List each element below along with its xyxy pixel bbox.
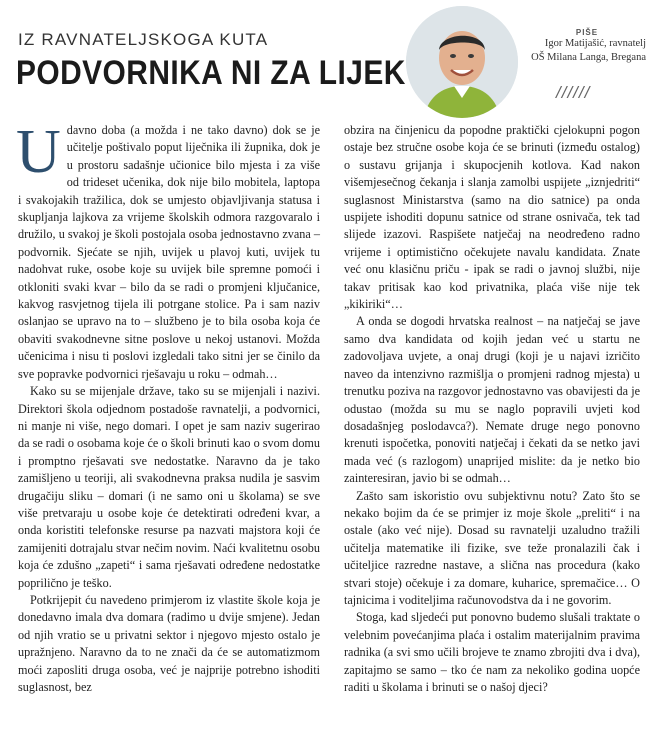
paragraph-text: davno doba (a možda i ne tako davno) dok se je učitelje poštivalo poput liječnika ili župnika, dok je u prostoru sadašnje učionice bilo mjesta i za više od trideset učenika, dok nije bilo mobitela, laptopa i svakojakih tražilica, dok se umjesto objavljivanja statusa i skupljanja lajkova za vrijeme školskih odmora razgovaralo i družilo, u svakoj je školi postojala osoba jednostavno zvana – podvornik. Sjećate se njih, uvijek u plavoj kuti, uvijek tu nadohvat ruke, osobe koje su uvijek bile spremne pomoći i otkloniti svaki kvar – bilo da se radi o promjeni ključanice, kakvog rasvjetnog tijela ili potrgane stolice. Pa i sam naziv oslanjao se upravo na to – službeno je to bila osoba koja će obaviti svakodnevne sitne poslove u nekoj ustanovi. Možda učenicima i nisu ti poslovi izgledali tako sitni jer se činilo da sve popravke podvornici rješavaju u roku – odmah… bbox=[18, 123, 320, 381]
section-kicker: IZ RAVNATELJSKOGA KUTA bbox=[18, 30, 269, 49]
author-label: PIŠE bbox=[575, 28, 599, 37]
author-name: Igor Matijašić, ravnatelj bbox=[544, 38, 646, 49]
author-school: OŠ Milana Langa, Bregana bbox=[531, 52, 646, 63]
article-paragraph: Zašto sam iskoristio ovu subjektivnu notu? Zato što se nekako bojim da će se primjer iz moje škole „preliti“ i na ostale (ako već nije). Dosad su ravnatelji uzaludno tražili učitelja matematike ili fizike, sve teže pronalazili čak i učiteljice razredne nastave, a slična nas procedura (kako stvari stoje) očekuje i za domare, kuharice, spremačice… O tajnicima i voditeljima računovodstva da i ne govorim. bbox=[344, 488, 640, 607]
article-paragraph: Potkrijepit ću navedeno primjerom iz vlastite škole koja je donedavno imala dva domara (radimo u dvije smjene). Jedan od njih vratio se u privatni sektor i njegovo mjesto ostalo je upražnjeno. Naravno da to ne znači da će se automatizmom moći zaposliti druga osoba, već je najprije potrebno ishoditi suglasnost, bez bbox=[18, 592, 320, 694]
article-paragraph: A onda se dogodi hrvatska realnost – na natječaj se jave samo dva kandidata od kojih jedan već u startu ne zadovoljava uvjete, a onaj drugi (koji je u najavi izričito naveo da intenzivno razmišlja o promjeni radnog mjesta) u trenutku poziva na razgovor jednostavno vas obavijesti da je odustao (možda su mu se naglo popravili uvjeti kod dosadašnjeg poslodavca?). Nemate druge nego ponovno krenuti ispočetka, ponoviti natječaj i čekati da se netko javi mada već (s razlogom) unaprijed mislite: da je netko bio zainteresiran, javio bi se odmah… bbox=[344, 314, 640, 486]
decorative-slashes: ////// bbox=[556, 83, 591, 102]
article-paragraph: obzira na činjenicu da popodne praktički cjelokupni pogon ostaje bez stručne osobe koja će se brinuti (između ostalog) o sustavu grijanja i skupocjenih kotlova. Kad nakon višemjesečnog čekanja i slanja zamolbi uspijete „iznjedriti“ suglasnost Ministarstva (samo na dio satnice) pa onda uspijete ishoditi dopunu satnice od strane osnivača, tek tad slijede izazovi. Raspišete natječaj na neodređeno radno vrijeme i optimistično očekujete navalu kandidata. Znate već onu klasičnu priču - ipak se radi o javnoj službi, nije takav pritisak kao kod privatnika, plaća više nije tek „kikiriki“… bbox=[344, 123, 640, 312]
article-paragraph bbox=[16, 118, 320, 383]
author-photo bbox=[406, 6, 518, 118]
article-paragraph: Stoga, kad sljedeći put ponovno budemo slušali traktate o velebnim povećanjima plaća i ostalim materijalnim pravima radnika (a svi smo učili brojeve te znamo zbrojiti dva i dva), zapitajmo se samo – tko će nam za nekoliko godina uopće raditi u školama i brinuti se o našoj djeci? bbox=[344, 610, 640, 694]
article-title: PODVORNIKA NI ZA LIJEK bbox=[16, 54, 406, 92]
author-byline bbox=[522, 28, 652, 65]
article-paragraph: Kako su se mijenjale države, tako su se mijenjali i nazivi. Direktori škola odjednom postadoše ravnatelji, a podvornici, ni manje ni više, nego domari. I opet je sam naziv sugerirao da se radi o osobama koje će o školi brinuti kao o svom domu i promptno rješavati sve nedostatke. Naravno da je tako zamišljeno u teoriji, ali svakodnevna praksa nudila je sasvim drugačiju sliku – domari (i ne samo oni u školama) se sve više pretvaraju u osobe koje će detektirati određeni kvar, a onda koristiti telefonske resurse pa nazvati majstora koji će zamijeniti dotrajalu stvar nečim novim. Naći kvalitetnu osobu koja će zdušno „zapeti“ i sama rješavati određene nedostatke poprilično je teško. bbox=[18, 384, 320, 590]
article-column-right bbox=[344, 122, 640, 696]
dropcap-letter: U bbox=[16, 118, 61, 186]
article-column-left bbox=[16, 118, 320, 696]
author-portrait-icon bbox=[406, 6, 518, 118]
